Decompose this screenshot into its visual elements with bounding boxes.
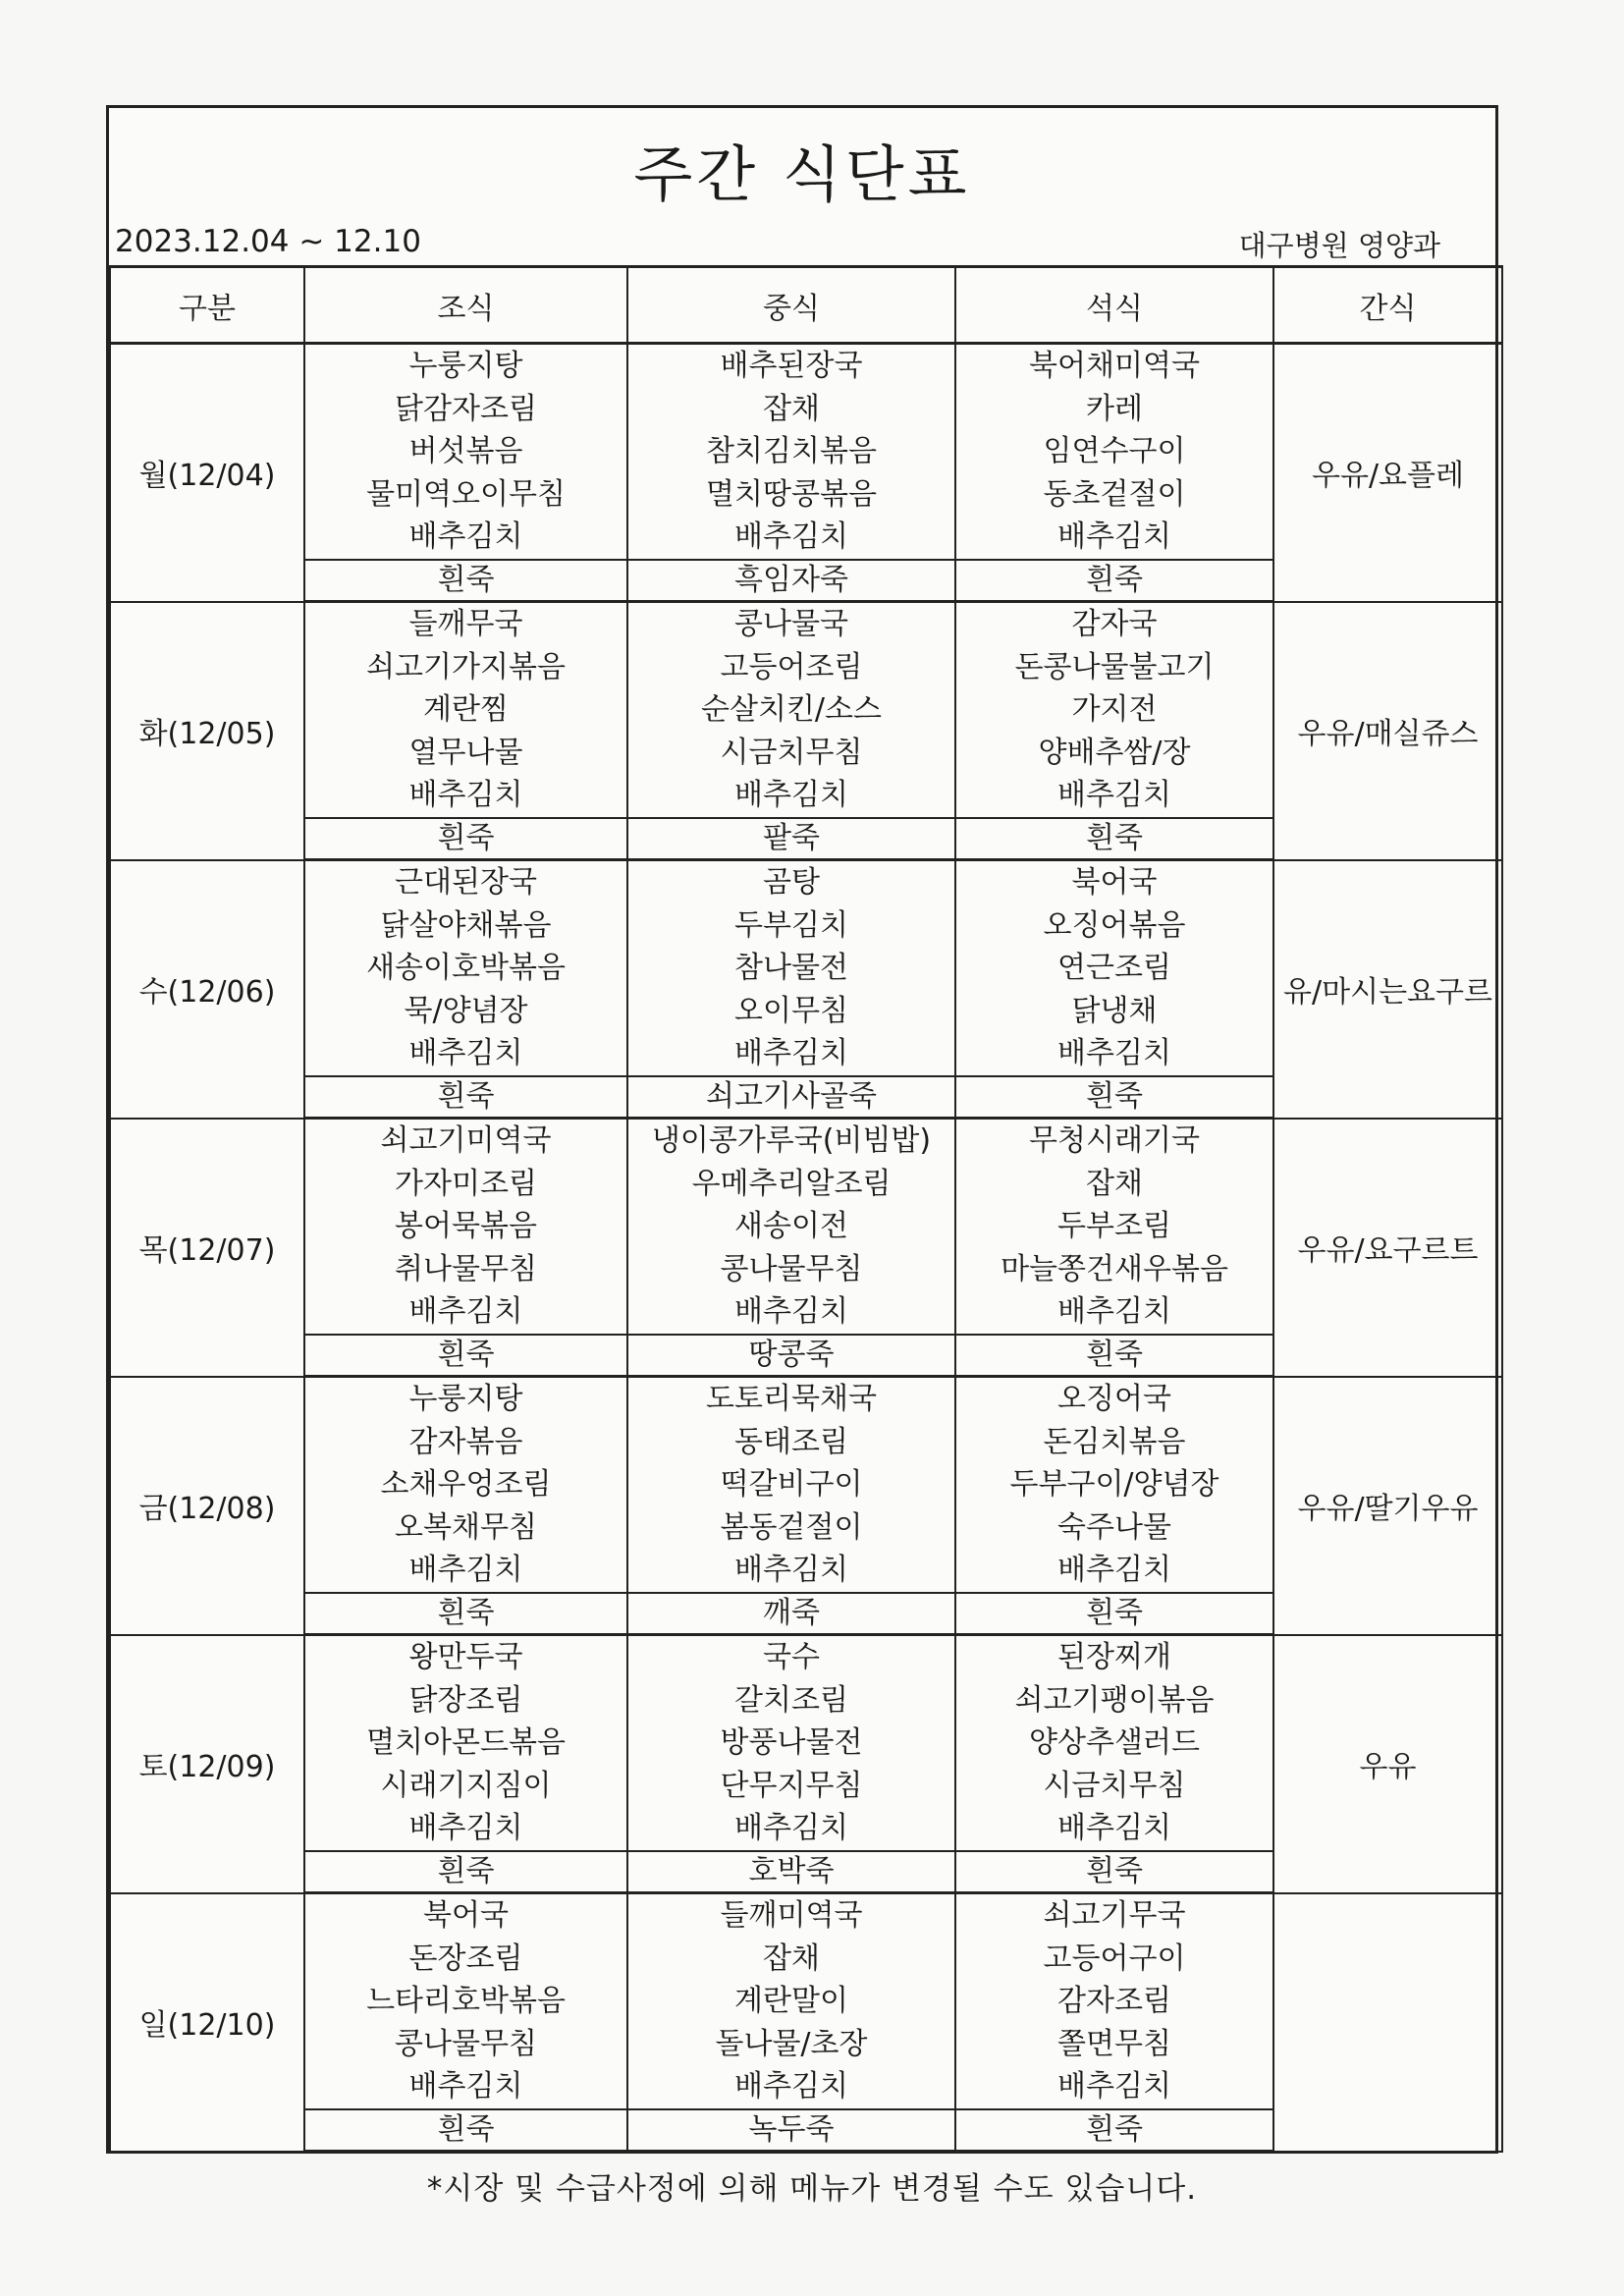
breakfast-menu-item: 시래기지짐이 — [380, 1768, 552, 1803]
snack-cell: 우유/매실쥬스 — [1273, 602, 1502, 860]
breakfast-menu-item: 열무나물 — [408, 735, 523, 770]
breakfast-menu-item: 닭감자조림 — [395, 391, 537, 426]
header-snack: 간식 — [1273, 267, 1502, 344]
day-row — [110, 344, 1502, 561]
dinner-menu-item: 쫄면무침 — [1057, 2026, 1171, 2061]
notice-text: *시장 및 수급사정에 의해 메뉴가 변경될 수도 있습니다. — [426, 2171, 1198, 2207]
breakfast-menu-item: 쇠고기가지볶음 — [366, 649, 566, 684]
breakfast-menu-item: 북어국 — [423, 1898, 509, 1934]
breakfast-menu-item: 배추김치 — [408, 1811, 523, 1846]
lunch-porridge: 쇠고기사골죽 — [627, 1076, 955, 1119]
dinner-menu-item: 무청시래기국 — [1029, 1123, 1200, 1159]
lunch-menu-item: 배추김치 — [734, 1811, 848, 1846]
dinner-menu-item: 닭냉채 — [1071, 993, 1158, 1028]
breakfast-porridge: 흰죽 — [304, 818, 627, 860]
breakfast-porridge: 흰죽 — [304, 560, 627, 602]
breakfast-menu-item: 물미역오이무침 — [366, 476, 566, 512]
breakfast-porridge: 흰죽 — [304, 2109, 627, 2152]
day-label: 일(12/10) — [110, 1893, 304, 2152]
lunch-menu-item: 계란말이 — [734, 1984, 848, 2019]
breakfast-cell — [304, 1377, 627, 1594]
breakfast-menu-item: 들깨무국 — [408, 607, 523, 642]
breakfast-cell — [304, 344, 627, 561]
breakfast-menu-item: 계란찜 — [423, 692, 509, 728]
day-row — [110, 1635, 1502, 1852]
header-lunch: 중식 — [627, 267, 955, 344]
dinner-menu-item: 시금치무침 — [1043, 1768, 1186, 1803]
lunch-cell — [627, 1377, 955, 1594]
dinner-menu-item: 두부조림 — [1057, 1209, 1171, 1244]
dinner-menu-item: 연근조림 — [1057, 951, 1171, 986]
lunch-menu-item: 멸치땅콩볶음 — [706, 476, 877, 512]
dinner-menu-item: 배추김치 — [1057, 1036, 1171, 1071]
dinner-cell — [955, 1635, 1273, 1852]
lunch-menu-item: 방풍나물전 — [720, 1725, 863, 1761]
lunch-menu-item: 배추김치 — [734, 1553, 848, 1588]
lunch-menu-item: 갈치조림 — [734, 1682, 848, 1718]
day-label: 수(12/06) — [110, 860, 304, 1119]
day-row — [110, 860, 1502, 1077]
dinner-menu-item: 배추김치 — [1057, 778, 1171, 813]
breakfast-menu-item: 가자미조림 — [395, 1166, 537, 1201]
header-breakfast: 조식 — [304, 267, 627, 344]
breakfast-porridge: 흰죽 — [304, 1851, 627, 1893]
dinner-menu-item: 두부구이/양념장 — [1009, 1467, 1219, 1503]
dinner-menu-item: 마늘쫑건새우볶음 — [1001, 1251, 1228, 1286]
breakfast-menu-item: 누룽지탕 — [408, 349, 523, 384]
lunch-menu-item: 국수 — [763, 1640, 820, 1675]
lunch-menu-item: 참치김치볶음 — [706, 434, 877, 469]
dinner-menu-item: 쇠고기무국 — [1043, 1898, 1186, 1934]
breakfast-cell — [304, 1119, 627, 1336]
lunch-porridge: 호박죽 — [627, 1851, 955, 1893]
breakfast-menu-item: 버섯볶음 — [408, 434, 523, 469]
lunch-menu-item: 동태조림 — [734, 1424, 848, 1459]
breakfast-menu-item: 배추김치 — [408, 1294, 523, 1330]
lunch-porridge: 땅콩죽 — [627, 1335, 955, 1377]
lunch-menu-item: 떡갈비구이 — [720, 1467, 863, 1503]
lunch-cell — [627, 344, 955, 561]
dinner-cell — [955, 1119, 1273, 1336]
dinner-menu-item: 잡채 — [1086, 1166, 1143, 1201]
lunch-menu-item: 들깨미역국 — [720, 1898, 863, 1934]
lunch-cell — [627, 860, 955, 1077]
dinner-menu-item: 된장찌개 — [1057, 1640, 1171, 1675]
breakfast-cell — [304, 1635, 627, 1852]
lunch-porridge: 흑임자죽 — [627, 560, 955, 602]
breakfast-menu-item: 취나물무침 — [395, 1251, 537, 1286]
dinner-menu-item: 북어채미역국 — [1029, 349, 1200, 384]
lunch-menu-item: 냉이콩가루국(비빔밥) — [651, 1123, 932, 1159]
page-title: 주간 식단표 — [633, 138, 971, 210]
breakfast-menu-item: 배추김치 — [408, 2069, 523, 2105]
day-row — [110, 602, 1502, 819]
breakfast-menu-item: 오복채무침 — [395, 1509, 537, 1545]
dinner-menu-item: 동초겉절이 — [1043, 476, 1186, 512]
dinner-menu-item: 카레 — [1086, 391, 1143, 426]
day-label: 화(12/05) — [110, 602, 304, 860]
dinner-menu-item: 배추김치 — [1057, 1811, 1171, 1846]
lunch-cell — [627, 1635, 955, 1852]
lunch-menu-item: 오이무침 — [734, 993, 848, 1028]
dinner-porridge: 흰죽 — [955, 818, 1273, 860]
dinner-menu-item: 돈김치볶음 — [1043, 1424, 1186, 1459]
lunch-menu-item: 잡채 — [763, 391, 820, 426]
breakfast-menu-item: 감자볶음 — [408, 1424, 523, 1459]
breakfast-menu-item: 멸치아몬드볶음 — [366, 1725, 566, 1761]
dinner-menu-item: 양배추쌈/장 — [1038, 735, 1191, 770]
lunch-menu-item: 두부김치 — [734, 907, 848, 943]
lunch-menu-item: 배추된장국 — [720, 349, 863, 384]
dinner-cell — [955, 602, 1273, 819]
lunch-menu-item: 순살치킨/소스 — [701, 692, 882, 728]
breakfast-cell — [304, 602, 627, 819]
dinner-porridge: 흰죽 — [955, 1076, 1273, 1119]
breakfast-menu-item: 누룽지탕 — [408, 1382, 523, 1417]
day-label: 목(12/07) — [110, 1119, 304, 1377]
lunch-menu-item: 돌나물/초장 — [715, 2026, 868, 2061]
breakfast-menu-item: 콩나물무침 — [395, 2026, 537, 2061]
snack-cell: 우유/딸기우유 — [1273, 1377, 1502, 1635]
dinner-menu-item: 감자국 — [1071, 607, 1158, 642]
dinner-menu-item: 고등어구이 — [1043, 1941, 1186, 1976]
dinner-cell — [955, 860, 1273, 1077]
dinner-menu-item: 가지전 — [1071, 692, 1158, 728]
lunch-menu-item: 배추김치 — [734, 519, 848, 555]
breakfast-menu-item: 근대된장국 — [395, 865, 537, 901]
breakfast-menu-item: 닭장조림 — [408, 1682, 523, 1718]
lunch-porridge: 녹두죽 — [627, 2109, 955, 2152]
breakfast-porridge: 흰죽 — [304, 1593, 627, 1635]
dinner-cell — [955, 344, 1273, 561]
breakfast-menu-item: 봉어묵볶음 — [395, 1209, 537, 1244]
breakfast-menu-item: 배추김치 — [408, 1036, 523, 1071]
header-row — [110, 267, 1502, 344]
lunch-menu-item: 단무지무침 — [720, 1768, 863, 1803]
weekly-menu-table — [109, 265, 1503, 2153]
date-range: 2023.12.04 ~ 12.10 — [115, 224, 421, 259]
lunch-menu-item: 참나물전 — [734, 951, 848, 986]
lunch-menu-item: 배추김치 — [734, 778, 848, 813]
lunch-menu-item: 시금치무침 — [720, 735, 863, 770]
lunch-menu-item: 새송이전 — [734, 1209, 848, 1244]
dinner-menu-item: 북어국 — [1071, 865, 1158, 901]
lunch-menu-item: 잡채 — [763, 1941, 820, 1976]
breakfast-menu-item: 배추김치 — [408, 778, 523, 813]
breakfast-menu-item: 소채우엉조림 — [380, 1467, 552, 1503]
lunch-menu-item: 곰탕 — [763, 865, 820, 901]
dinner-porridge: 흰죽 — [955, 1335, 1273, 1377]
snack-cell: 우유/요플레 — [1273, 344, 1502, 602]
breakfast-menu-item: 새송이호박볶음 — [366, 951, 566, 986]
day-row — [110, 1377, 1502, 1594]
day-label: 금(12/08) — [110, 1377, 304, 1635]
lunch-porridge: 팥죽 — [627, 818, 955, 860]
breakfast-menu-item: 묵/양념장 — [404, 993, 528, 1028]
lunch-menu-item: 우메추리알조림 — [691, 1166, 892, 1201]
lunch-menu-item: 도토리묵채국 — [706, 1382, 877, 1417]
menu-body — [110, 344, 1502, 2152]
dinner-menu-item: 임연수구이 — [1043, 434, 1186, 469]
breakfast-menu-item: 닭살야채볶음 — [380, 907, 552, 943]
day-label: 토(12/09) — [110, 1635, 304, 1893]
dinner-cell — [955, 1377, 1273, 1594]
dinner-menu-item: 오징어볶음 — [1043, 907, 1186, 943]
lunch-menu-item: 배추김치 — [734, 1294, 848, 1330]
snack-cell: 유/마시는요구르 — [1273, 860, 1502, 1119]
dinner-cell — [955, 1893, 1273, 2110]
lunch-menu-item: 콩나물무침 — [720, 1251, 863, 1286]
breakfast-porridge: 흰죽 — [304, 1335, 627, 1377]
breakfast-menu-item: 쇠고기미역국 — [380, 1123, 552, 1159]
department-label: 대구병원 영양과 — [1238, 229, 1440, 262]
lunch-menu-item: 고등어조림 — [720, 649, 863, 684]
dinner-menu-item: 오징어국 — [1057, 1382, 1171, 1417]
lunch-cell — [627, 1893, 955, 2110]
snack-cell — [1273, 1893, 1502, 2152]
day-row — [110, 1119, 1502, 1336]
dinner-menu-item: 감자조림 — [1057, 1984, 1171, 2019]
lunch-porridge: 깨죽 — [627, 1593, 955, 1635]
dinner-porridge: 흰죽 — [955, 1851, 1273, 1893]
breakfast-cell — [304, 860, 627, 1077]
breakfast-cell — [304, 1893, 627, 2110]
breakfast-menu-item: 왕만두국 — [408, 1640, 523, 1675]
dinner-porridge: 흰죽 — [955, 560, 1273, 602]
breakfast-menu-item: 배추김치 — [408, 519, 523, 555]
dinner-menu-item: 돈콩나물불고기 — [1014, 649, 1215, 684]
lunch-cell — [627, 1119, 955, 1336]
header-category: 구분 — [110, 267, 304, 344]
dinner-menu-item: 쇠고기팽이볶음 — [1014, 1682, 1215, 1718]
day-row — [110, 1893, 1502, 2110]
header-dinner: 석식 — [955, 267, 1273, 344]
breakfast-menu-item: 느타리호박볶음 — [366, 1984, 566, 2019]
dinner-menu-item: 배추김치 — [1057, 1553, 1171, 1588]
dinner-menu-item: 배추김치 — [1057, 519, 1171, 555]
menu-sheet — [106, 105, 1498, 2154]
dinner-porridge: 흰죽 — [955, 1593, 1273, 1635]
lunch-menu-item: 봄동겉절이 — [720, 1509, 863, 1545]
dinner-menu-item: 배추김치 — [1057, 2069, 1171, 2105]
dinner-porridge: 흰죽 — [955, 2109, 1273, 2152]
day-label: 월(12/04) — [110, 344, 304, 602]
dinner-menu-item: 숙주나물 — [1057, 1509, 1171, 1545]
lunch-menu-item: 배추김치 — [734, 1036, 848, 1071]
lunch-menu-item: 콩나물국 — [734, 607, 848, 642]
snack-cell: 우유/요구르트 — [1273, 1119, 1502, 1377]
snack-cell: 우유 — [1273, 1635, 1502, 1893]
lunch-menu-item: 배추김치 — [734, 2069, 848, 2105]
lunch-cell — [627, 602, 955, 819]
dinner-menu-item: 양상추샐러드 — [1029, 1725, 1200, 1761]
breakfast-menu-item: 배추김치 — [408, 1553, 523, 1588]
breakfast-menu-item: 돈장조림 — [408, 1941, 523, 1976]
dinner-menu-item: 배추김치 — [1057, 1294, 1171, 1330]
breakfast-porridge: 흰죽 — [304, 1076, 627, 1119]
